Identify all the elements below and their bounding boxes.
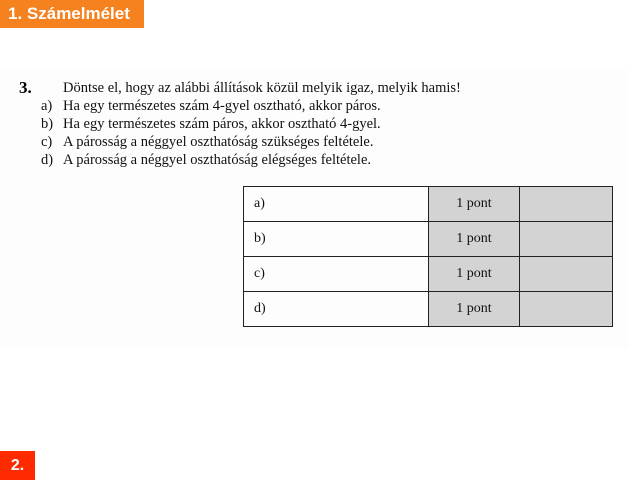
row-label: d)	[244, 292, 429, 327]
statement-d	[41, 151, 381, 169]
statement-text: Ha egy természetes szám 4-gyel osztható, akkor páros.	[63, 98, 381, 114]
statement-letter: d)	[41, 152, 54, 168]
answer-cell[interactable]	[520, 257, 613, 292]
answer-cell[interactable]	[520, 222, 613, 257]
row-points: 1 pont	[429, 222, 520, 257]
statement-letter: c)	[41, 134, 53, 150]
problem-number: 3.	[19, 78, 32, 97]
statement-list	[41, 97, 381, 169]
statement-c	[41, 133, 381, 151]
row-label: b)	[244, 222, 429, 257]
score-table	[243, 186, 613, 327]
statement-b	[41, 115, 381, 133]
section-title: 1. Számelmélet	[0, 0, 144, 28]
table-row	[244, 292, 613, 327]
statement-a	[41, 97, 381, 115]
table-row	[244, 222, 613, 257]
table-row	[244, 187, 613, 222]
statement-letter: b)	[41, 116, 54, 132]
problem-question: Döntse el, hogy az alábbi állítások közül melyik igaz, melyik hamis!	[63, 80, 461, 96]
row-points: 1 pont	[429, 257, 520, 292]
row-points: 1 pont	[429, 292, 520, 327]
page-number-badge[interactable]: 2.	[0, 451, 35, 480]
answer-cell[interactable]	[520, 292, 613, 327]
statement-text: A párosság a néggyel oszthatóság elégséges feltétele.	[63, 152, 372, 168]
statement-text: A párosság a néggyel oszthatóság szükséges feltétele.	[63, 134, 374, 150]
row-label: a)	[244, 187, 429, 222]
statement-letter: a)	[41, 98, 53, 114]
row-points: 1 pont	[429, 187, 520, 222]
answer-cell[interactable]	[520, 187, 613, 222]
table-row	[244, 257, 613, 292]
statement-text: Ha egy természetes szám páros, akkor osztható 4-gyel.	[63, 116, 381, 132]
row-label: c)	[244, 257, 429, 292]
